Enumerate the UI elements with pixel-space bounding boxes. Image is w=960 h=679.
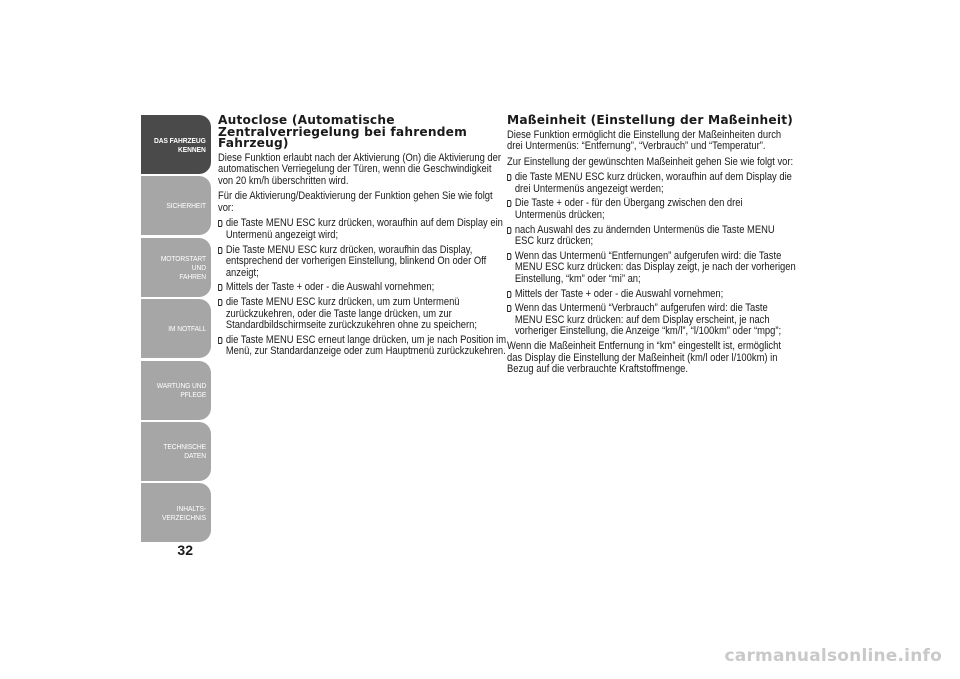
- tab-sicherheit[interactable]: [141, 176, 211, 235]
- step-list: [218, 218, 508, 358]
- list-item: [218, 335, 507, 358]
- section-title: Maßeinheit (Einstellung der Maßeinheit): [507, 113, 793, 127]
- tab-inhaltsverzeichnis[interactable]: [141, 483, 211, 542]
- list-item-text: nach Auswahl des zu ändernden Untermenüs die Taste MENU ESC kurz drücken;: [514, 223, 775, 248]
- list-item: [507, 225, 796, 248]
- tab-label: TECHNISCHE DATEN: [163, 442, 206, 461]
- intro-paragraph: Diese Funktion ermöglicht die Einstellung der Maßeinheiten durch drei Untermenüs: “Entfernung”, “Verbrauch” und “Temperatur”.: [507, 128, 782, 153]
- chapter-tabs: [141, 115, 211, 545]
- tab-label: IM NOTFALL: [167, 324, 206, 334]
- instruction-paragraph: Zur Einstellung der gewünschten Maßeinheit gehen Sie wie folgt vor:: [507, 155, 794, 168]
- instruction-paragraph: Für die Aktivierung/Deaktivierung der Funktion gehen Sie wie folgt vor:: [218, 190, 493, 214]
- autoclose-section: [218, 115, 508, 361]
- list-item: [507, 198, 796, 221]
- bullet-marker-icon: [218, 284, 222, 291]
- list-item-text: Wenn das Untermenü “Verbrauch” aufgerufen wird: die Taste MENU ESC kurz drücken: auf dem Display erscheint, je nach vorheriger Einstellung, die Anzeige “km/l”, “l/100km” oder “mpg”;: [514, 302, 782, 338]
- list-item: [218, 245, 507, 280]
- bullet-marker-icon: [507, 291, 511, 298]
- tab-label: SICHERHEIT: [166, 201, 206, 211]
- tab-label: WARTUNG UND PFLEGE: [156, 381, 206, 400]
- bullet-marker-icon: [218, 299, 222, 306]
- list-item-text: die Taste MENU ESC kurz drücken, woraufhin auf dem Display die drei Untermenüs angezeigt werden;: [514, 171, 792, 195]
- bullet-marker-icon: [507, 227, 511, 234]
- intro-paragraph: Diese Funktion erlaubt nach der Aktivierung (On) die Aktivierung der automatischen Verriegelung der Türen, wenn die Geschwindigkeit von 20 km/h überschritten wird.: [218, 151, 501, 187]
- list-item: [507, 172, 796, 195]
- list-item-text: Wenn das Untermenü “Entfernungen” aufgerufen wird: die Taste MENU ESC kurz drücken: das Display zeigt, je nach der vorherigen Einstellung, “km” oder “mi” an;: [514, 249, 796, 286]
- bullet-marker-icon: [218, 220, 222, 227]
- tab-motorstart-und-fahren[interactable]: [141, 238, 211, 297]
- bullet-marker-icon: [218, 337, 222, 344]
- tab-label: MOTORSTART UND FAHREN: [160, 253, 206, 281]
- tab-label: DAS FAHRZEUG KENNEN: [154, 135, 206, 154]
- tab-label: INHALTS- VERZEICHNIS: [162, 503, 206, 522]
- list-item-text: Die Taste + oder - für den Übergang zwischen den drei Untermenüs drücken;: [514, 197, 743, 222]
- tab-im-notfall[interactable]: [141, 299, 211, 358]
- bullet-marker-icon: [507, 174, 511, 181]
- page-number: 32: [177, 542, 193, 558]
- list-item-text: Mittels der Taste + oder - die Auswahl vornehmen;: [225, 281, 435, 294]
- bullet-marker-icon: [507, 305, 511, 312]
- list-item-text: Die Taste MENU ESC kurz drücken, woraufhin das Display, entsprechend der vorherigen Einstellung, blinkend On oder Off anzeigt;: [225, 243, 487, 279]
- list-item: [218, 218, 507, 241]
- list-item: [507, 303, 796, 338]
- list-item: [507, 251, 796, 286]
- tab-das-fahrzeug-kennen[interactable]: [141, 115, 211, 174]
- masseinheit-section: [507, 115, 797, 380]
- closing-paragraph: Wenn die Maßeinheit Entfernung in “km” eingestellt ist, ermöglicht das Display die Einstellung der Maßeinheit (km/l oder l/100km) in Bezug auf die verbrauchte Kraftstoffmenge.: [507, 340, 781, 376]
- list-item-text: die Taste MENU ESC kurz drücken, um zum Untermenü zurückzukehren, oder die Taste lange drücken, um zur Standardbildschirmseite zurückzukehren ohne zu speichern;: [225, 296, 477, 332]
- bullet-marker-icon: [218, 247, 222, 254]
- list-item-text: Mittels der Taste + oder - die Auswahl vornehmen;: [514, 287, 724, 300]
- list-item-text: die Taste MENU ESC erneut lange drücken, um je nach Position im Menü, zur Standardanzeige oder zum Hauptmenü zurückzukehren.: [225, 333, 507, 358]
- watermark: carmanualsonline.info: [724, 646, 942, 666]
- list-item: [507, 289, 796, 301]
- list-item: [218, 297, 507, 332]
- bullet-marker-icon: [507, 200, 511, 207]
- bullet-marker-icon: [507, 253, 511, 260]
- list-item-text: die Taste MENU ESC kurz drücken, woraufhin auf dem Display ein Untermenü angezeigt wird;: [225, 217, 503, 242]
- list-item: [218, 282, 507, 294]
- step-list: [507, 172, 797, 338]
- tab-wartung-und-pflege[interactable]: [141, 361, 211, 420]
- tab-technische-daten[interactable]: [141, 422, 211, 481]
- section-title: Autoclose (Automatische Zentralverriegelung bei fahrendem Fahrzeug): [218, 113, 468, 150]
